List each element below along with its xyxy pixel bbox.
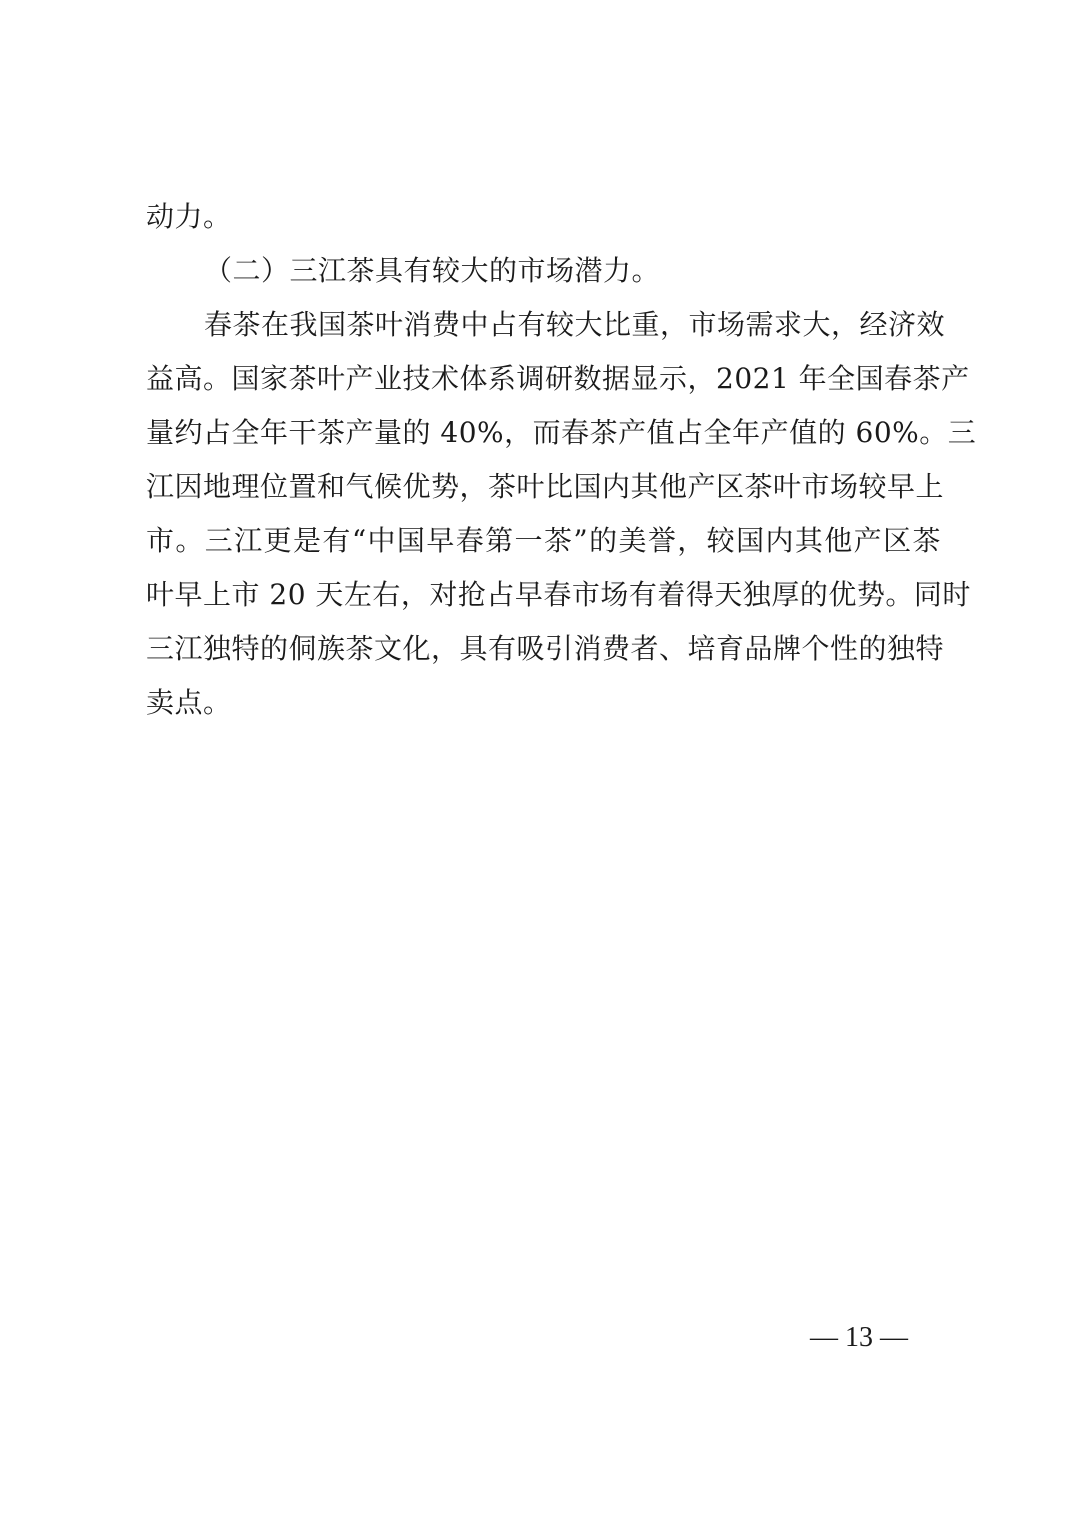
paragraph-line: 春茶在我国茶叶消费中占有较大比重，市场需求大，经济效 (204, 308, 946, 341)
page-number: — 13 — (810, 1322, 908, 1353)
paragraph-line: 量约占全年干茶产量的 40%，而春茶产值占全年产值的 60%。三 (146, 416, 977, 449)
paragraph-line: 卖点。 (146, 686, 232, 719)
paragraph-line: 三江独特的侗族茶文化，具有吸引消费者、培育品牌个性的独特 (146, 632, 945, 665)
paragraph-line: 益高。国家茶叶产业技术体系调研数据显示，2021 年全国春茶产 (146, 362, 970, 395)
paragraph-line: 叶早上市 20 天左右，对抢占早春市场有着得天独厚的优势。同时 (146, 578, 971, 611)
document-body (146, 190, 977, 730)
paragraph-line: 江因地理位置和气候优势，茶叶比国内其他产区茶叶市场较早上 (146, 470, 945, 503)
section-heading: （二）三江茶具有较大的市场潜力。 (204, 254, 661, 287)
paragraph-line: 市。三江更是有“中国早春第一茶”的美誉，较国内其他产区茶 (146, 524, 941, 557)
paragraph (146, 298, 977, 730)
continuation-line: 动力。 (146, 200, 232, 233)
